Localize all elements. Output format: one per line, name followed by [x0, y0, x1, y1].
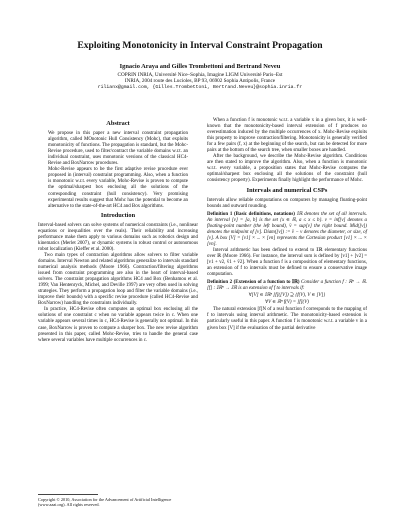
- abstract-paragraph-1: We propose in this paper a new interval constraint propagation algorithm, called MOnotonic Hull Consistency (Mohc), that exploits monotonicity of functions. The propagation is standard, but the Mohc-Revise procedure, used to filter/contract the variable domains w.r.t. an individual constraint, uses monotonic versions of the classical HC4-Revise and BoxNarrow procedures.: [48, 131, 188, 167]
- right-paragraph-5: The natural extension [f]N of a real function f corresponds to the mapping of f to intervals using interval arithmetic. The monotonicity-based extension is particularly useful in this paper. A function f is monotonic w.r.t. a variable v in a given box [V] if the evaluation of the partial derivative: [207, 307, 367, 331]
- author-emails: rilianx@gmail.com, {Gilles.Trombettoni, Bertrand.Neveu}@sophia.inria.fr: [97, 84, 303, 90]
- abstract-body: [38, 131, 198, 210]
- introduction-heading: Introduction: [100, 211, 136, 219]
- equation-1: ∀[V] ∈ 𝕀ℝⁿ [f]([V]) ⊇ {f(V), V ∈ [V]}: [248, 293, 326, 299]
- left-column: [38, 118, 198, 344]
- intro-paragraph-2: Two main types of contraction algorithms allow solvers to filter variable domains. Interval Newton and related algorithms generalize to intervals standard numerical analysis methods (Moore 1966). Contraction/filtering algorithms issued from constraint programming are also in the heart of interval-based solvers. The constraint propagation algorithms HC4 and Box (Benhamou et al. 1999; Van Hentenryck, Michel, and Deville 1997) are very often used in solving strategies. They perform a propagation loop and filter the variable domains (i.e., improve their bounds) with a specific revise procedure (called HC4-Revise and BoxNarrow) handling the constraints individually.: [38, 252, 198, 307]
- definition-2-text: Consider a function f : ℝⁿ → ℝ. [f] : 𝕀ℝⁿ → 𝕀ℝ is an extension of f to intervals if:: [207, 280, 368, 292]
- intro-paragraph-3: In practice, HC4-Revise often computes an optimal box enclosing all the solutions of one constraint c when no variable appears twice in c. When one variable appears several times in c, HC4-Revise is generally not optimal. In this case, BoxNarrow is proven to compute a sharper box. The new revise algorithm presented in this paper, called Mohc-Revise, tries to handle the general case where several variables have multiple occurrences in c.: [38, 307, 198, 343]
- definition-1-name: (Basic definitions, notations): [234, 211, 295, 217]
- right-column: [207, 118, 367, 332]
- affiliation-line-2: INRIA, 2004 route des Lucioles, BP 93, 06902 Sophia Antipolis, France: [124, 78, 276, 85]
- paper-authors: Ignacio Araya and Gilles Trombettoni and Bertrand Neveu: [119, 63, 281, 70]
- right-paragraph-4: Interval arithmetic has been defined to extend to 𝕀ℝ elementary functions over ℝ (Moore 1966). For instance, the interval sum is defined by [v1] + [v2] = [v1 + v2, v̄1 + v̄2]. When a function f is a composition of elementary functions, an extension of f to intervals must be defined to ensure a conservative image computation.: [207, 247, 367, 278]
- intervals-heading: Intervals and numerical CSPs: [246, 186, 328, 194]
- definition-2: [207, 280, 367, 292]
- right-paragraph-2: After the background, we describe the Mohc-Revise algorithm. Conditions are then stated to improve the algorithm. Also, when a function is monotonic w.r.t. every variable, a proposition states that Mohc-Revise computes the optimal/sharpest box enclosing all the solutions of the constraint (hull consistency property). Experiments finally highlight the performance of Mohc.: [207, 154, 367, 184]
- right-paragraph-1: When a function f is monotonic w.r.t. a variable x in a given box, it is well-known that the monotonicity-based interval extension of f produces no overestimation induced by the multiple occurrences of x. Mohc-Revise exploits this property to improve contraction/filtering. Monotonicity is generally verified for a few pairs (f, x) at the beginning of the search, but can be detected for more pairs at the bottom of the search tree, when smaller boxes are handled.: [207, 118, 367, 154]
- affiliation-line-1: COPRIN INRIA, Université Nice–Sophia, Imagine LIGM Université Paris–Est: [117, 72, 283, 78]
- intro-paragraph-1: Interval-based solvers can solve systems of numerical constraints (i.e., nonlinear equations or inequalities over the reals). Their reliability and increasing performance make them apply to various domains such as robotics design and kinematics (Merlet 2007), or dynamic systems in robust control or autonomous robot localization (Kieffer et al. 2000).: [38, 222, 198, 252]
- definition-2-label: Definition 2: [207, 280, 233, 286]
- definition-2-name: (Extension of a function to 𝕀ℝ): [233, 280, 300, 286]
- equation-2: ∀V ∈ ℝⁿ f(V) = [f](V): [265, 300, 309, 306]
- abstract-paragraph-2: Mohc-Revise appears to be the first adaptive revise procedure ever proposed in (interval) constraint programming. Also, when a function is monotonic w.r.t. every variable, Mohc-Revise is proven to compute the optimal/sharpest box enclosing all the solutions of the corresponding constraint (hull consistency). Very promising experimental results suggest that Mohc has the potential to become an alternative to the state-of-the-art HC4 and Box algorithms.: [48, 167, 188, 209]
- abstract-heading: Abstract: [106, 120, 130, 127]
- footnote-rule: [38, 494, 98, 495]
- definition-1-label: Definition 1: [207, 211, 233, 217]
- copyright-notice: Copyright © 2010, Association for the Advancement of Artificial Intelligence (www.aaai.org). All rights reserved.: [38, 497, 172, 508]
- right-paragraph-3: Intervals allow reliable computations on computers by managing floating-point bounds and outward rounding.: [207, 197, 367, 209]
- paper-title: Exploiting Monotonicity in Interval Constraint Propagation: [77, 40, 323, 51]
- affiliation-block: [0, 72, 400, 91]
- definition-1: [207, 212, 367, 248]
- definition-1-text: 𝕀ℝ denotes the set of all intervals. An interval [v] = [a, b] is the set {x ∈ ℝ, a ≤ x ≤ b}. v = inf[v] denotes a floating-point number (the left bound), v̄ = sup[v] the right bound. Mid([v]) denotes the midpoint of [v]. Diam([v]) := v̄ − v denotes the diameter, or size, of [v]. A box [V] = [v1] × ... × [vn] represents the Cartesian product [v1] × ... × [vn].: [207, 211, 367, 247]
